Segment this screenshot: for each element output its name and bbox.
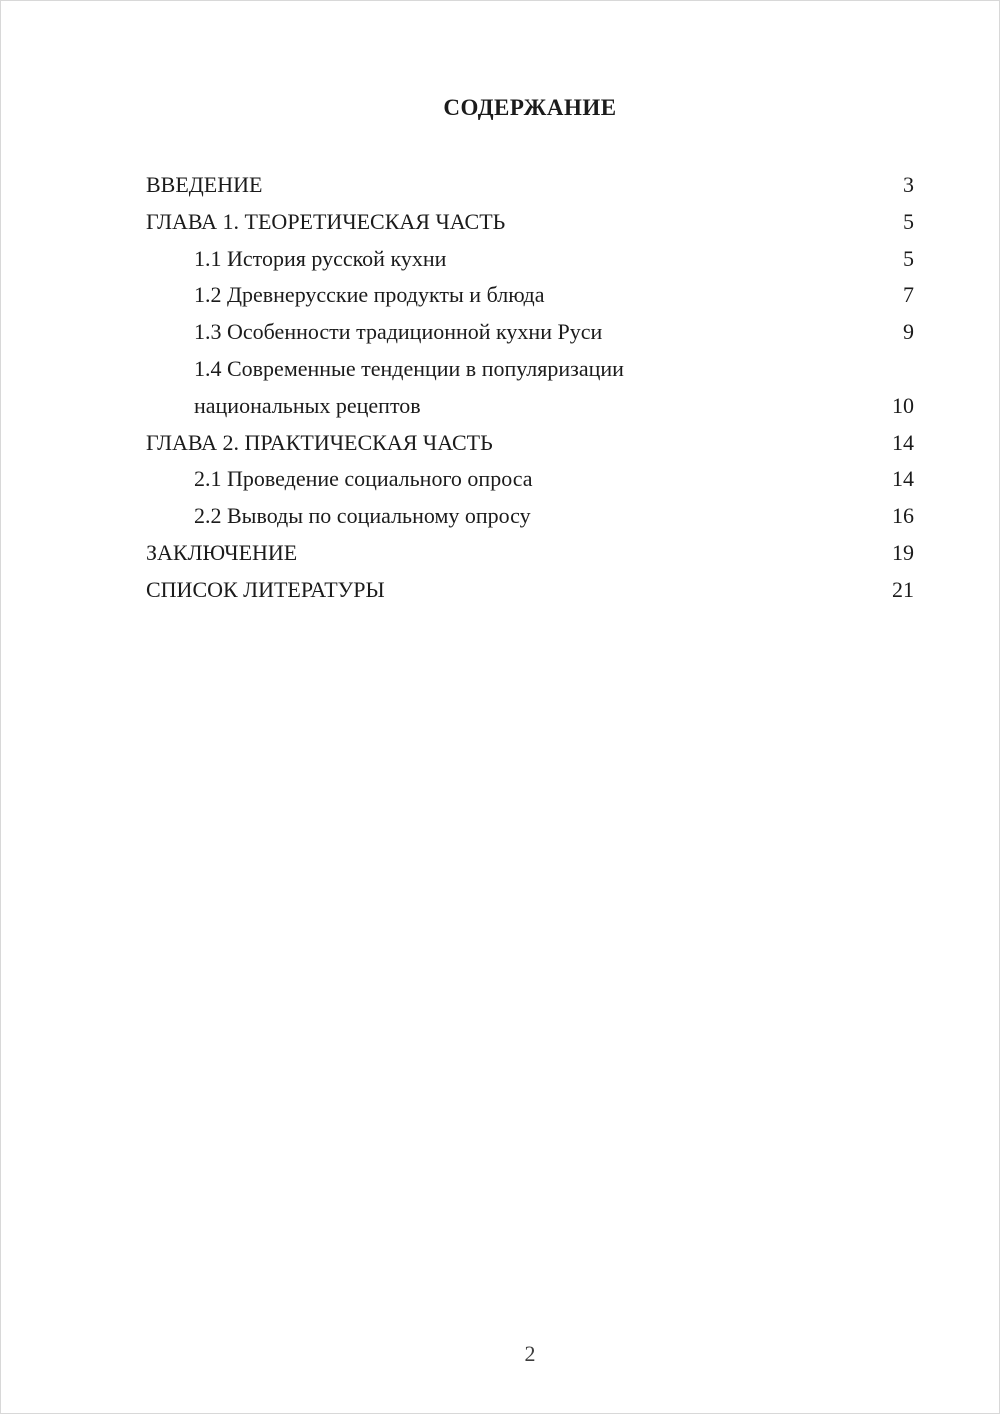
- toc-entry-page: 5: [903, 208, 914, 234]
- toc-entry-label: 1.4 Современные тенденции в популяризации национальных рецептов: [194, 355, 624, 418]
- toc-entry: [146, 167, 914, 204]
- toc-entry-page: 14: [892, 466, 914, 492]
- toc-entry-label: ГЛАВА 1. ТЕОРЕТИЧЕСКАЯ ЧАСТЬ: [146, 208, 506, 234]
- toc-entry-page: 14: [892, 429, 914, 455]
- page-number-footer: 2: [524, 1341, 536, 1366]
- toc-entry-label: 1.1 История русской кухни: [194, 245, 447, 271]
- toc-entry: [146, 351, 914, 425]
- toc-entry-label: 1.3 Особенности традиционной кухни Руси: [194, 319, 603, 345]
- toc-entry: [146, 204, 914, 241]
- toc-entry: [146, 572, 914, 609]
- toc-entry-label: ГЛАВА 2. ПРАКТИЧЕСКАЯ ЧАСТЬ: [146, 429, 493, 455]
- toc-entry-label: ЗАКЛЮЧЕНИЕ: [146, 539, 298, 565]
- toc-entry: [146, 535, 914, 572]
- toc-entry-label: СПИСОК ЛИТЕРАТУРЫ: [146, 576, 385, 602]
- toc-entry-label: 2.1 Проведение социального опроса: [194, 466, 533, 492]
- toc-entry-label: 2.2 Выводы по социальному опросу: [194, 503, 531, 529]
- toc-entry: [146, 277, 914, 314]
- page-content: [1, 1, 999, 609]
- toc-entry-page: 5: [903, 245, 914, 271]
- table-of-contents: [146, 167, 914, 609]
- toc-entry-label: ВВЕДЕНИЕ: [146, 172, 263, 197]
- toc-entry-page: 19: [892, 539, 914, 565]
- toc-entry: [146, 425, 914, 462]
- toc-entry-page: 3: [903, 172, 914, 197]
- toc-entry: [146, 241, 914, 278]
- toc-entry: [146, 498, 914, 535]
- toc-entry-label: 1.2 Древнерусские продукты и блюда: [194, 282, 545, 308]
- toc-entry-page: 16: [892, 503, 914, 529]
- toc-entry-page: 21: [892, 576, 914, 602]
- toc-entry-page: 9: [903, 319, 914, 345]
- page-title: СОДЕРЖАНИЕ: [443, 95, 617, 120]
- toc-entry-page: 7: [903, 282, 914, 308]
- toc-entry: [146, 314, 914, 351]
- toc-entry: [146, 461, 914, 498]
- toc-entry-page: 10: [892, 392, 914, 418]
